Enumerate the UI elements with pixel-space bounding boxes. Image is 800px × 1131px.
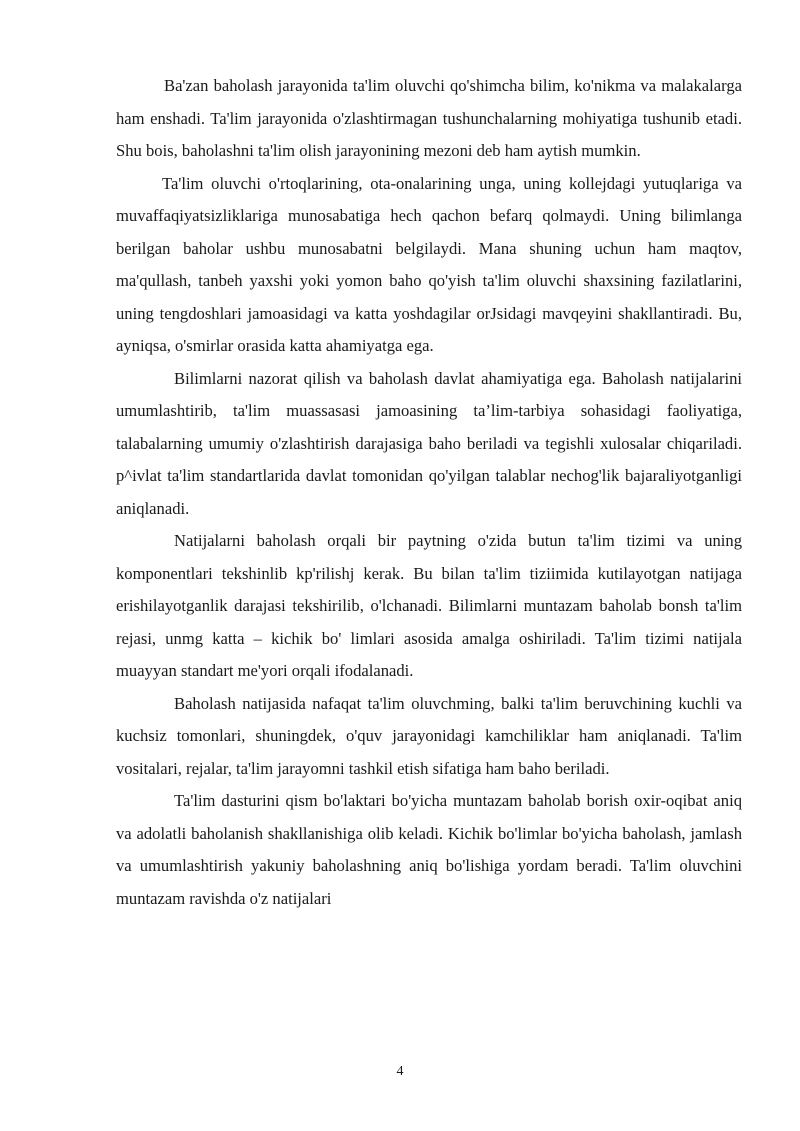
paragraph-curriculum-parts: Ta'lim dasturini qism bo'laktari bo'yicha muntazam baholab borish oxir-oqibat aniq va adolatli baholanish shakllanishiga olib keladi. Kichik bo'limlar bo'yicha baholash, jamlash va umumlashtirish yakuniy baholashning aniq bo'lishiga yordam beradi. Ta'lim oluvchini muntazam ravishda o'z natijalari xyxy=(116,791,742,908)
paragraph-assessment-benefits: Ba'zan baholash jarayonida ta'lim oluvchi qo'shimcha bilim, ko'nikma va malakalarga ham enshadi. Ta'lim jarayonida o'zlashtirmagan tushunchalarning mohiyatiga tushunib etadi. Shu bois, baholashni ta'lim olish jarayonining mezoni deb ham aytish mumkin. xyxy=(116,76,742,160)
page-number: 4 xyxy=(396,1064,404,1079)
paragraph-state-importance: Bilimlarni nazorat qilish va baholash davlat ahamiyatiga ega. Baholash natijalarini umumlashtirib, ta'lim muassasasi jamoasining ta’lim-tarbiya sohasidagi faoliyatiga, talabalarning umumiy o'zlashtirish darajasiga baho beriladi va tegishli xulosalar chiqariladi. p^ivlat ta'lim standartlarida davlat tomonidan qo'yilgan talablar nechog'lik bajaraliyotganligi aniqlanadi. xyxy=(116,368,742,518)
paragraph-social-attitude: Ta'lim oluvchi o'rtoqlarining, ota-onalarining unga, uning kollejdagi yutuqlariga va muvaffaqiyatsizliklariga munosabatiga hech qachon befarq qolmaydi. Uning bilimlanga berilgan baholar ushbu munosabatni belgilaydi. Mana shuning uchun ham maqtov, ma'qullash, tanbeh yaxshi yoki yomon baho qo'yish ta'lim oluvchi shaxsining fazilatlarini, uning tengdoshlari jamoasidagi va katta yoshdagilar orJsidagi mavqeyini shakllantiradi. Bu, ayniqsa, o'smirlar orasida katta ahamiyatga ega. xyxy=(116,173,742,355)
paragraph-teacher-strengths: Baholash natijasida nafaqat ta'lim oluvchming, balki ta'lim beruvchining kuchli va kuchsiz tomonlari, shuningdek, o'quv jarayonidagi kamchiliklar ham aniqlanadi. Ta'lim vositalari, rejalar, ta'lim jarayomni tashkil etish sifatiga ham baho beriladi. xyxy=(116,693,742,778)
paragraph-system-evaluation: Natijalarni baholash orqali bir paytning o'zida butun ta'lim tizimi va uning komponentlari tekshinlib kp'rilishj kerak. Bu bilan ta'lim tiziimida kutilayotgan natijaga erishilayotganlik darajasi tekshirilib, o'lchanadi. Bilimlarni muntazam baholab bonsh ta'lim rejasi, unmg katta – kichik bo' limlari asosida amalga oshiriladi. Ta'lim tizimi natijala muayyan standart me'yori orqali ifodalanadi. xyxy=(116,531,742,680)
